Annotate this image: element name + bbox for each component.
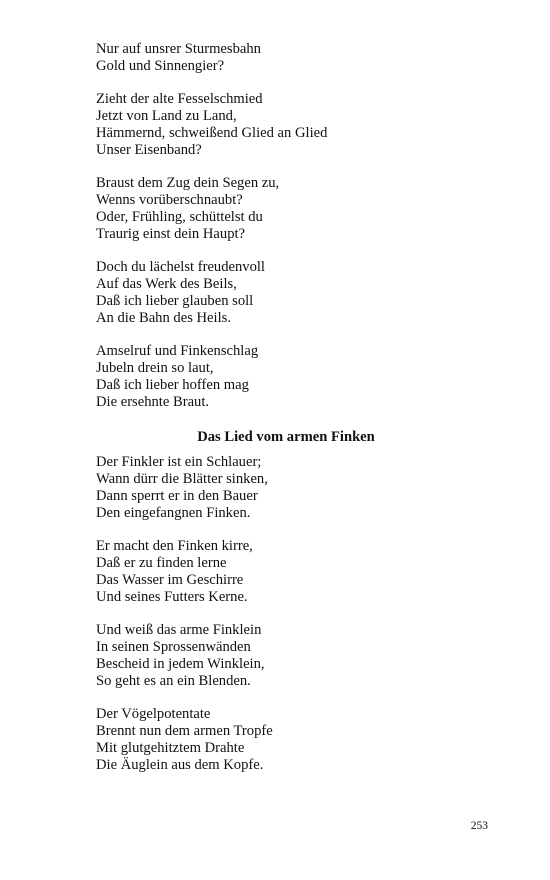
verse-line: Dann sperrt er in den Bauer [96, 487, 258, 504]
verse-line: Das Wasser im Geschirre [96, 571, 244, 588]
verse-line: Mit glutgehitztem Drahte [96, 739, 245, 756]
verse-line: Unser Eisenband? [96, 141, 202, 158]
verse-line: Gold und Sinnengier? [96, 57, 225, 74]
stanza [96, 41, 496, 75]
verse-line: Daß er zu finden lerne [96, 555, 227, 572]
verse-line: Braust dem Zug dein Segen zu, [96, 175, 280, 192]
verse-line: Jetzt von Land zu Land, [96, 108, 237, 125]
stanza [96, 175, 496, 242]
verse-line: Brennt nun dem armen Tropfe [96, 723, 273, 740]
verse-line: Auf das Werk des Beils, [96, 276, 237, 293]
verse-line: Oder, Frühling, schüttelst du [96, 208, 263, 225]
verse-line: Jubeln drein so laut, [96, 360, 214, 377]
stanza [96, 259, 496, 326]
verse-line: Zieht der alte Fesselschmied [96, 91, 263, 108]
verse-line: So geht es an ein Blenden. [96, 672, 251, 689]
verse-line: Bescheid in jedem Winklein, [96, 655, 265, 672]
verse-line: Und weiß das arme Finklein [96, 622, 262, 639]
stanza [96, 622, 496, 689]
verse-line: Daß ich lieber hoffen mag [96, 376, 249, 393]
text-block [96, 41, 496, 790]
stanza [96, 538, 496, 605]
verse-line: Nur auf unsrer Sturmesbahn [96, 41, 261, 57]
poem-title: Das Lied vom armen Finken [197, 428, 375, 445]
verse-line: Amselruf und Finkenschlag [96, 343, 259, 360]
verse-line: Doch du lächelst freudenvoll [96, 259, 265, 276]
verse-line: Wenns vorüberschnaubt? [96, 192, 243, 209]
stanza [96, 343, 496, 410]
verse-line: Den eingefangnen Finken. [96, 504, 251, 521]
verse-line: Der Finkler ist ein Schlauer; [96, 454, 262, 471]
verse-line: Daß ich lieber glauben soll [96, 292, 254, 309]
stanza [96, 454, 496, 521]
verse-line: An die Bahn des Heils. [96, 309, 231, 326]
verse-line: Wann dürr die Blätter sinken, [96, 471, 268, 488]
verse-line: Der Vögelpotentate [96, 706, 211, 723]
verse-line: Die Äuglein aus dem Kopfe. [96, 756, 264, 773]
verse-line: Die ersehnte Braut. [96, 393, 210, 410]
verse-line: Er macht den Finken kirre, [96, 538, 253, 555]
stanza [96, 706, 496, 773]
verse-line: Hämmernd, schweißend Glied an Glied [96, 124, 328, 141]
verse-line: Und seines Futters Kerne. [96, 588, 248, 605]
verse-line: Traurig einst dein Haupt? [96, 225, 246, 242]
page-number: 253 [470, 820, 488, 832]
verse-line: In seinen Sprossenwänden [96, 639, 251, 656]
stanza [96, 91, 496, 158]
